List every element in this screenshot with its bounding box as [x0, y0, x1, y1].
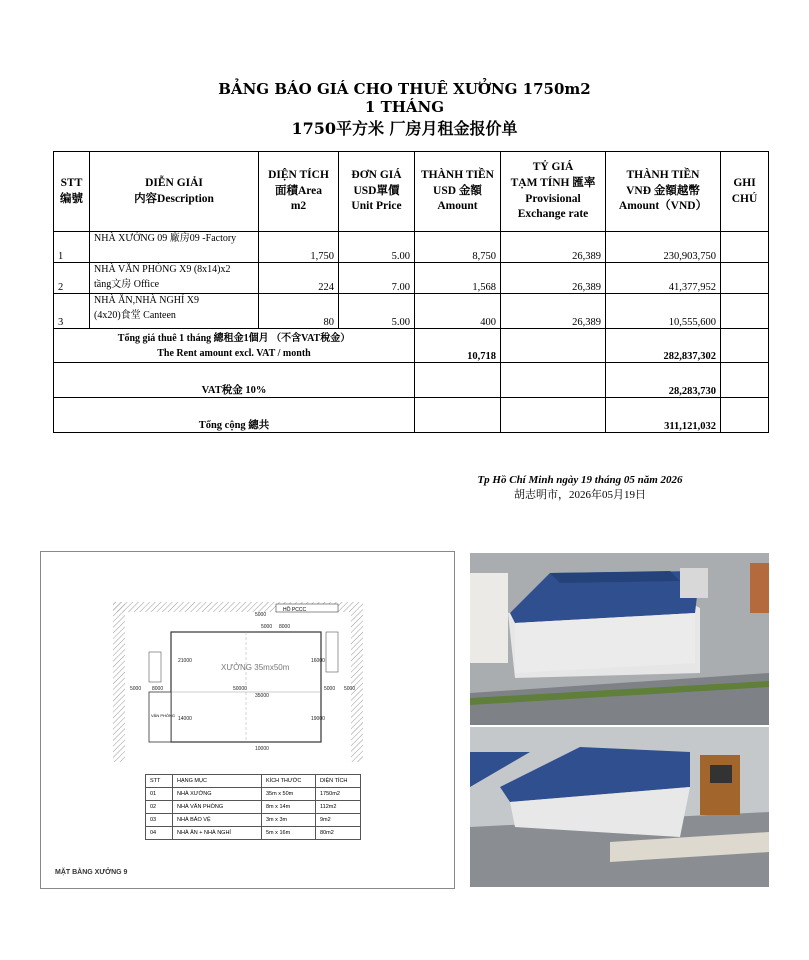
row-unit-price: 5.00 [339, 294, 415, 329]
plan-table-row: 02 NHÀ VĂN PHÒNG 8m x 14m 112m2 [146, 801, 361, 814]
header-area: DIỆN TÍCH 面積Area m2 [259, 152, 339, 232]
date-block [430, 473, 730, 504]
table-row [54, 263, 769, 294]
quote-title-chinese: 1750平方米 厂房月租金报价单 [291, 119, 518, 138]
subtotal-usd: 10,718 [415, 329, 501, 363]
row-vnd-amount: 230,903,750 [606, 232, 721, 263]
date-vietnamese: Tp Hồ Chí Minh ngày 19 tháng 05 năm 2026 [477, 474, 683, 486]
row-unit-price: 7.00 [339, 263, 415, 294]
table-row [54, 232, 769, 263]
row-usd-amount: 8,750 [415, 232, 501, 263]
plan-caption: MẶT BẰNG XƯỞNG 9 [55, 869, 128, 876]
dimension-label: 8000 [152, 686, 164, 692]
fire-pond-label: HỒ PCCC [283, 607, 307, 613]
plan-table-row: 04 NHÀ ĂN + NHÀ NGHỈ 5m x 16m 80m2 [146, 827, 361, 840]
dimension-label: 5000 [255, 612, 267, 618]
vat-label: VAT稅金 10% [54, 363, 415, 398]
row-exchange-rate: 26,389 [501, 294, 606, 329]
header-vnd-amount: THÀNH TIỀN VNĐ 金額越幣 Amount（VND） [606, 152, 721, 232]
plan-table-header [146, 775, 361, 788]
dimension-label: 5000 [324, 686, 336, 692]
plan-table-row: 01 NHÀ XƯỞNG 35m x 50m 1750m2 [146, 788, 361, 801]
dimension-label: 16000 [311, 658, 325, 664]
empty-cell [501, 398, 606, 433]
row-area: 1,750 [259, 232, 339, 263]
row-description: NHÀ XƯỞNG 09 廠房09 -Factory [90, 232, 259, 263]
hall-label: XƯỞNG 35mx50m [221, 663, 290, 672]
row-usd-amount: 1,568 [415, 263, 501, 294]
row-stt: 3 [54, 294, 90, 329]
row-stt: 2 [54, 263, 90, 294]
dimension-label: 19000 [311, 716, 325, 722]
site-boundary-hatch [113, 602, 125, 762]
dimension-label: 5000 [130, 686, 142, 692]
row-note [721, 232, 769, 263]
header-description: DIỄN GIẢI 内容Description [90, 152, 259, 232]
subtotal-row [54, 329, 769, 363]
plan-table-row: 03 NHÀ BẢO VỆ 3m x 3m 9m2 [146, 814, 361, 827]
empty-cell [415, 363, 501, 398]
vat-vnd: 28,283,730 [606, 363, 721, 398]
row-vnd-amount: 41,377,952 [606, 263, 721, 294]
row-stt: 1 [54, 232, 90, 263]
dimension-label: 10000 [255, 746, 269, 752]
row-vnd-amount: 10,555,600 [606, 294, 721, 329]
header-unit-price: ĐƠN GIÁ USD單價 Unit Price [339, 152, 415, 232]
empty-cell [501, 363, 606, 398]
row-area: 224 [259, 263, 339, 294]
plan-th: KÍCH THƯỚC [262, 775, 316, 788]
row-note [721, 294, 769, 329]
total-vnd: 311,121,032 [606, 398, 721, 433]
total-label: Tổng cộng 總共 [54, 398, 415, 433]
plan-th: DIỆN TÍCH [316, 775, 361, 788]
empty-cell [721, 363, 769, 398]
row-exchange-rate: 26,389 [501, 263, 606, 294]
empty-cell [721, 329, 769, 363]
factory-render-aerial [470, 553, 769, 725]
dimension-label: 5000 [261, 624, 273, 630]
dimension-label: 8000 [279, 624, 291, 630]
dimension-label: 5000 [344, 686, 356, 692]
table-row [54, 294, 769, 329]
dimension-label: 50000 [233, 686, 247, 692]
empty-cell [501, 329, 606, 363]
row-note [721, 263, 769, 294]
header-usd-amount: THÀNH TIỀN USD 金額 Amount [415, 152, 501, 232]
empty-cell [721, 398, 769, 433]
price-quote-table [53, 151, 769, 433]
quote-title: BẢNG BÁO GIÁ CHO THUÊ XƯỞNG 1750m2 [218, 80, 591, 98]
quote-subtitle: 1 THÁNG [364, 98, 445, 116]
vat-row [54, 363, 769, 398]
row-usd-amount: 400 [415, 294, 501, 329]
total-row [54, 398, 769, 433]
plan-area-table [145, 774, 361, 840]
plan-th: STT [146, 775, 173, 788]
empty-cell [415, 398, 501, 433]
header-note: GHI CHÚ [721, 152, 769, 232]
subtotal-label: Tổng giá thuê 1 tháng 總租金1個月 （不含VAT稅金） The Rent amount excl. VAT / month [54, 329, 415, 363]
date-chinese: 胡志明市，2026年05月19日 [514, 489, 646, 502]
table-header-row [54, 152, 769, 232]
subtotal-vnd: 282,837,302 [606, 329, 721, 363]
floor-plan [40, 551, 455, 889]
office-label: VĂN PHÒNG [151, 713, 176, 718]
dimension-label: 21000 [178, 658, 192, 664]
dimension-label: 35000 [255, 693, 269, 699]
row-unit-price: 5.00 [339, 232, 415, 263]
side-room [326, 632, 338, 672]
header-stt: STT 编號 [54, 152, 90, 232]
plan-th: HẠNG MỤC [173, 775, 262, 788]
side-room [149, 652, 161, 682]
row-exchange-rate: 26,389 [501, 232, 606, 263]
row-description: NHÀ ĂN,NHÀ NGHỈ X9 (4x20)食堂 Canteen [90, 294, 259, 329]
header-exchange-rate: TỶ GIÁ TẠM TÍNH 匯率 Provisional Exchange rate [501, 152, 606, 232]
dimension-label: 14000 [178, 716, 192, 722]
factory-render-perspective [470, 727, 769, 887]
row-description: NHÀ VĂN PHÒNG X9 (8x14)x2 tầng文房 Office [90, 263, 259, 294]
row-area: 80 [259, 294, 339, 329]
